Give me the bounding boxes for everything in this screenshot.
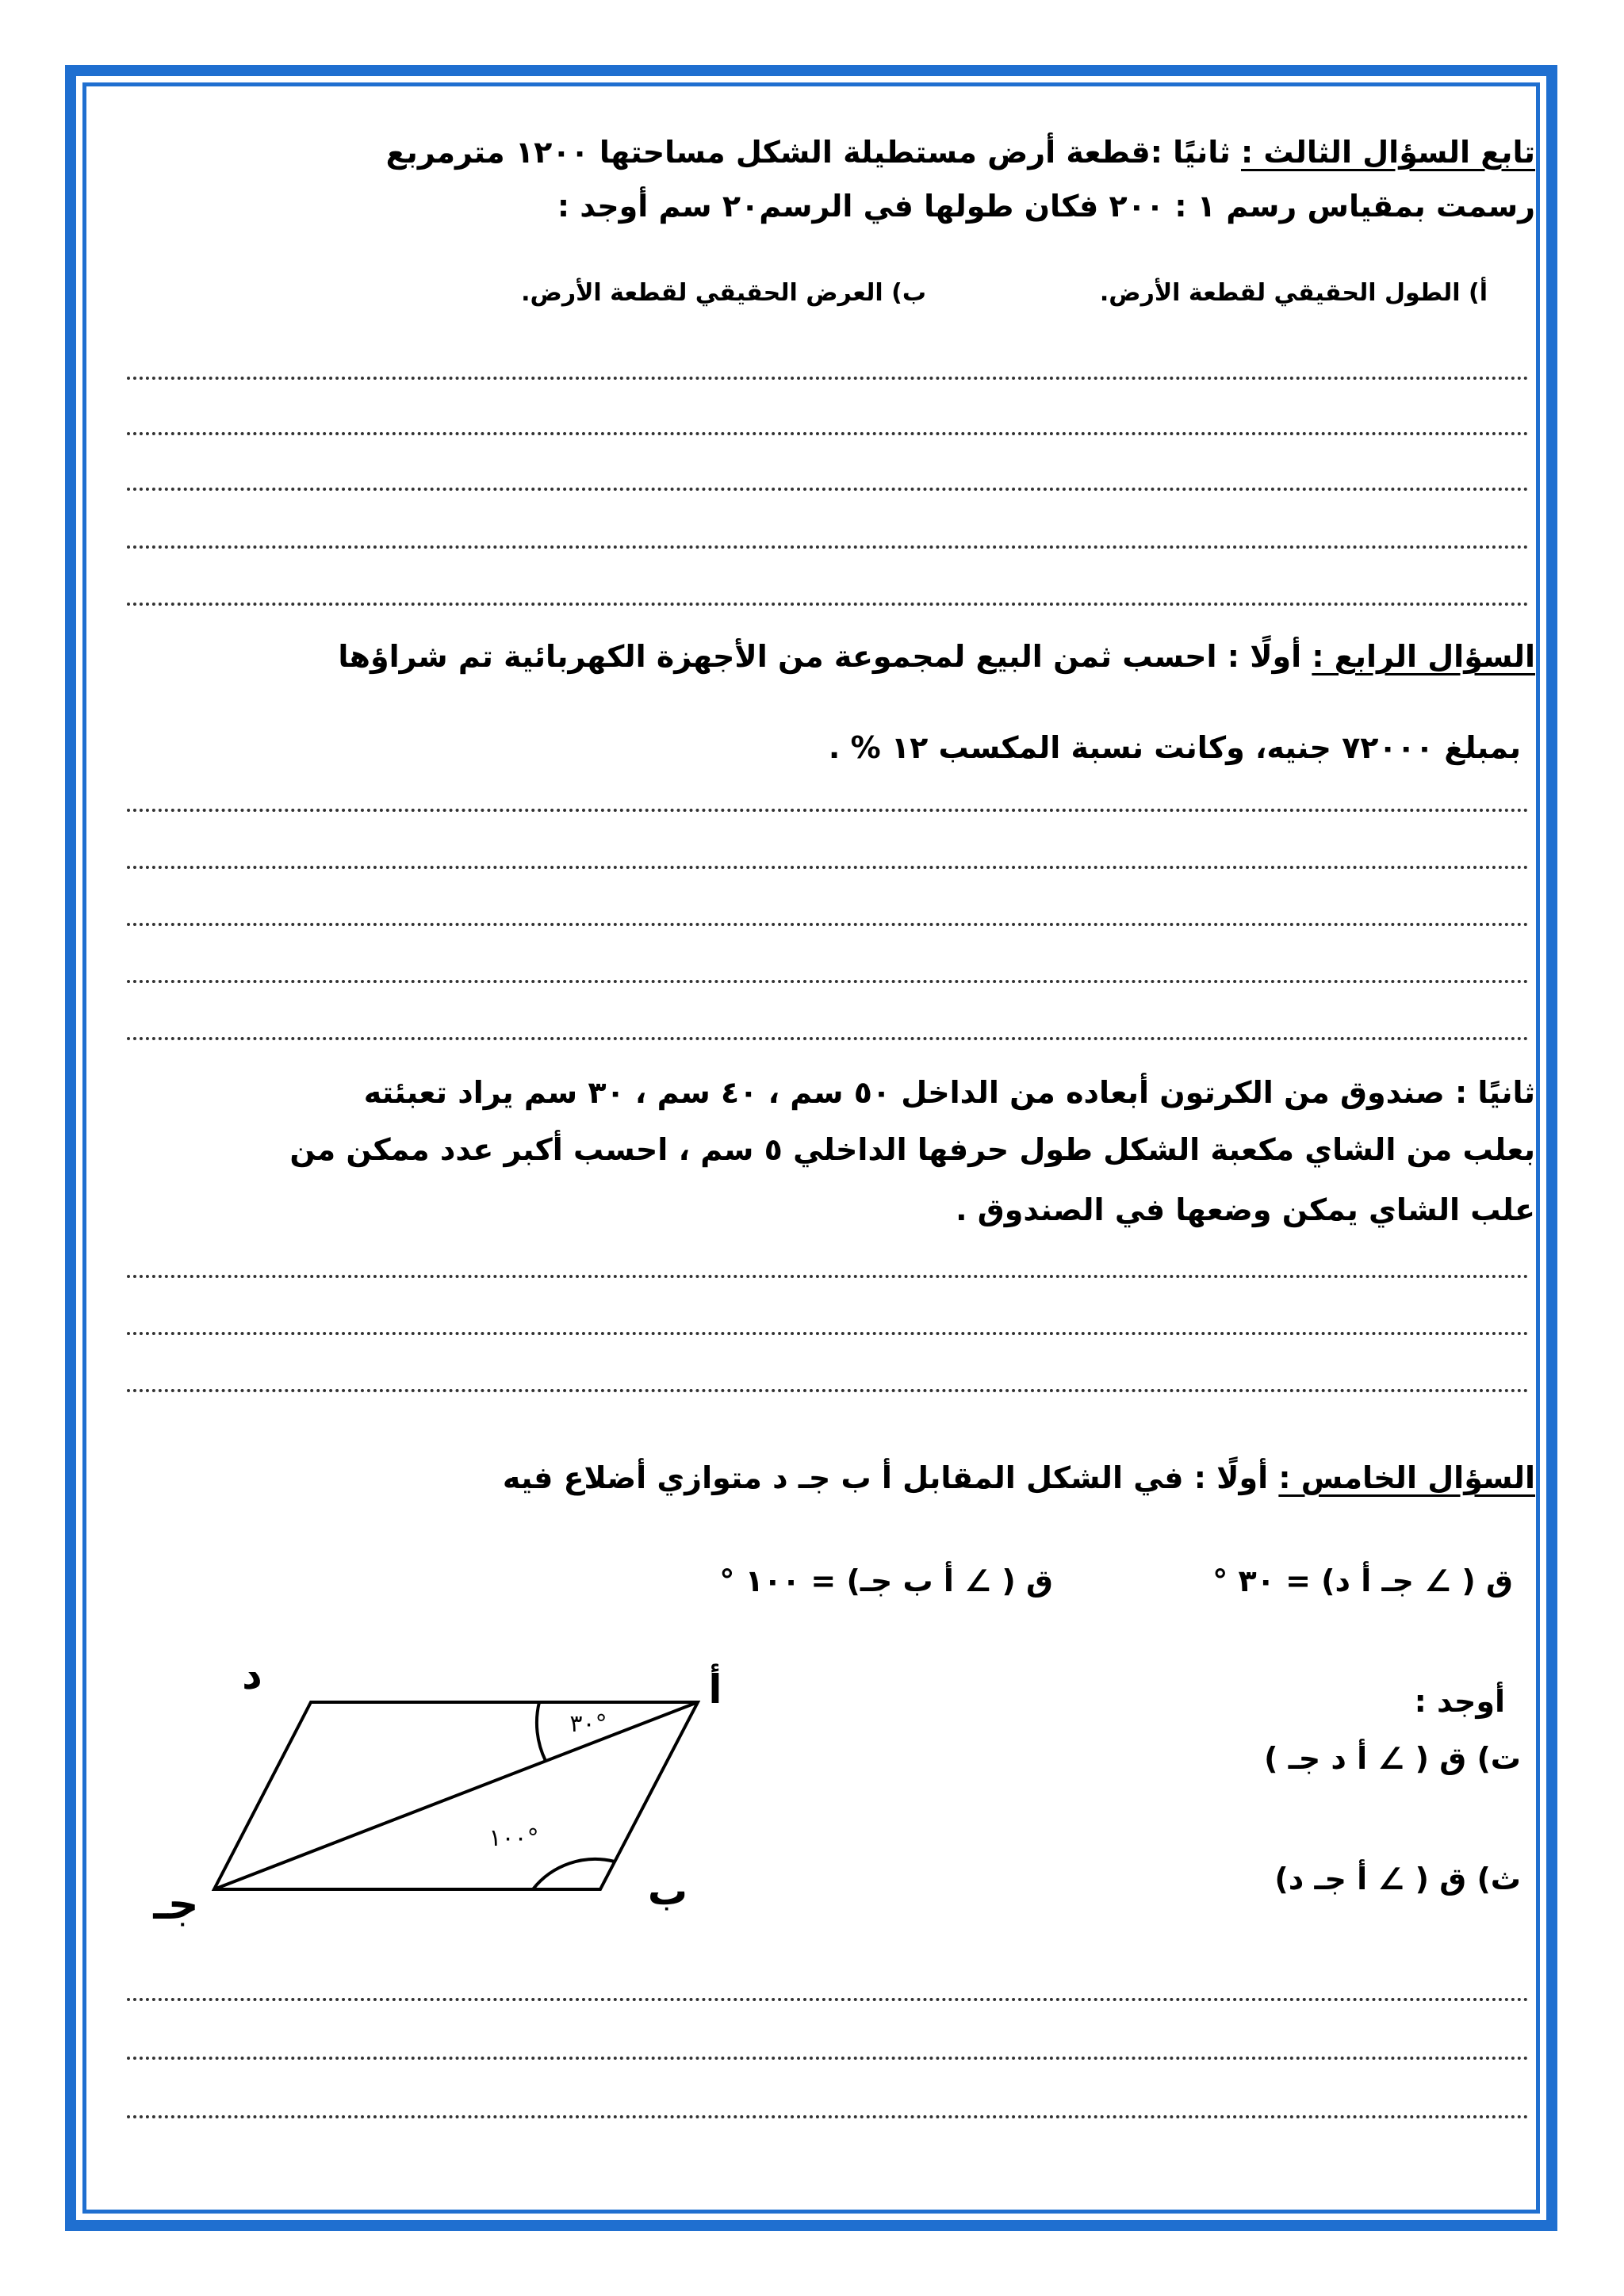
vertex-label-D: د [242, 1652, 262, 1698]
vertex-label-B: ب [647, 1868, 688, 1914]
q4-line2: بمبلغ ٧٢٠٠٠ جنيه، وكانت نسبة المكسب ١٢ % . [828, 730, 1521, 765]
diagonal-AC [214, 1702, 698, 1889]
q3-text1: ثانيًا :قطعة أرض مستطيلة الشكل مساحتها ١٢٠٠ مترمربع [385, 135, 1231, 170]
q5-heading: السؤال الخامس : [1278, 1460, 1535, 1495]
q4-text1: أولًا : احسب ثمن البيع لمجموعة من الأجهزة الكهربائية تم شراؤها [338, 639, 1302, 674]
answer-line[interactable] [127, 2057, 1529, 2060]
q4-second-line1: ثانيًا : صندوق من الكرتون أبعاده من الداخل ٥٠ سم ، ٤٠ سم ، ٣٠ سم يراد تعبئته [363, 1075, 1535, 1110]
answer-line[interactable] [127, 2115, 1529, 2118]
q3-part-b: ب) العرض الحقيقي لقطعة الأرض. [521, 279, 926, 307]
angle-label-100: ١٠٠° [488, 1824, 539, 1852]
q4-second-line2: بعلب من الشاي مكعبة الشكل طول حرفها الداخلي ٥ سم ، احسب أكبر عدد ممكن من [289, 1132, 1535, 1167]
q5-find: أوجد : [1414, 1684, 1505, 1719]
q3-heading: تابع السؤال الثالث : [1240, 135, 1535, 170]
q5-given2: ق ( ∠ أ ب جـ) = ١٠٠ ° [719, 1563, 1053, 1598]
angle-arc-30 [537, 1702, 546, 1761]
q4-second-line3: علب الشاي يمكن وضعها في الصندوق . [956, 1192, 1535, 1227]
vertex-label-A: أ [708, 1667, 722, 1712]
answer-line[interactable] [127, 1998, 1529, 2001]
vertex-label-C: جـ [153, 1879, 199, 1929]
q3-part-a: أ) الطول الحقيقي لقطعة الأرض. [1099, 279, 1488, 307]
q3-line2: رسمت بمقياس رسم ١ : ٢٠٠ فكان طولها في الرسم٢٠ سم أوجد : [557, 189, 1535, 224]
q5-text1: أولًا : في الشكل المقابل أ ب جـ د متوازي أضلاع فيه [502, 1460, 1269, 1495]
q5-given1: ق ( ∠ جـ أ د) = ٣٠ ° [1212, 1563, 1513, 1598]
angle-label-30: ٣٠° [569, 1710, 607, 1738]
q4-heading: السؤال الرابع : [1312, 639, 1535, 674]
q5-find-th: ث) ق ( ∠ أ جـ د) [1274, 1862, 1521, 1896]
q5-find-t: ت) ق ( ∠ أ د جـ ) [1264, 1741, 1521, 1776]
